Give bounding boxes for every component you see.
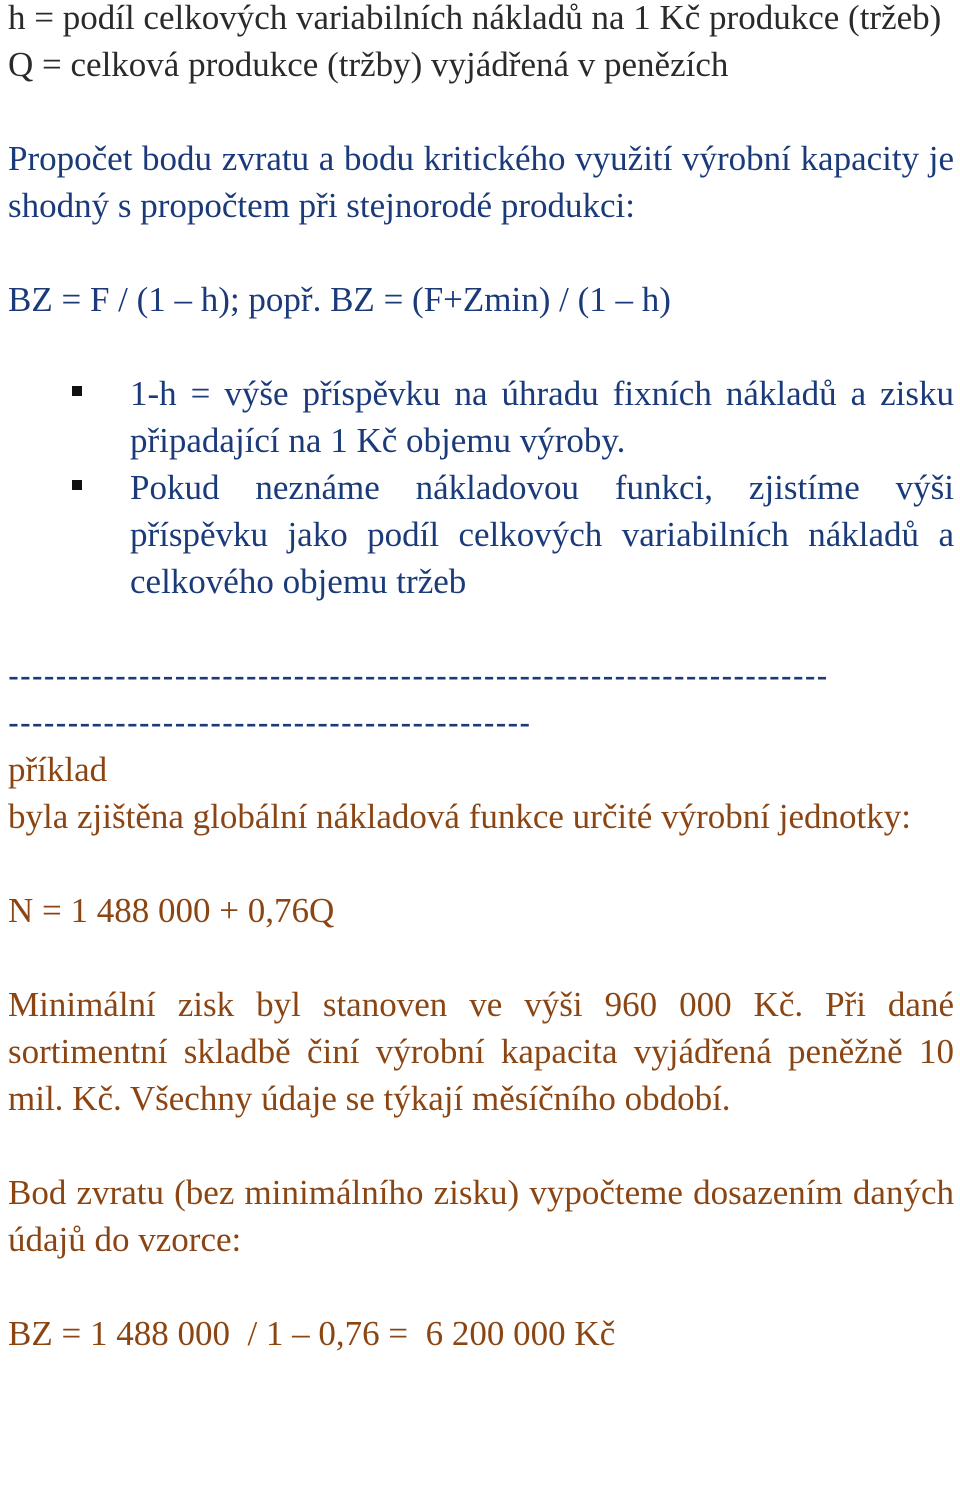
definition-q: Q = celková produkce (tržby) vyjádřená v penězích [8,45,729,84]
definition-h: h = podíl celkových variabilních nákladů na 1 Kč produkce (tržeb) [8,0,942,37]
spacer [8,934,954,981]
document-page [8,0,954,1357]
intro-paragraph: Propočet bodu zvratu a bodu kritického využití výrobní kapacity je shodný s propočtem při stejnorodé produkci: [8,139,954,225]
spacer [8,1122,954,1169]
breakeven-calculation: BZ = 1 488 000 / 1 – 0,76 = 6 200 000 Kč [8,1314,616,1353]
spacer [8,605,954,652]
square-bullet-icon [72,480,82,490]
spacer [8,323,954,370]
example-heading: příklad [8,750,108,789]
bullet-item [8,370,954,464]
breakeven-intro: Bod zvratu (bez minimálního zisku) vypočteme dosazením daných údajů do vzorce: [8,1173,954,1259]
square-bullet-icon [72,386,82,396]
separator-line: -------------------------------------------- [8,704,532,741]
breakeven-formula: BZ = F / (1 – h); popř. BZ = (F+Zmin) / (1 – h) [8,280,671,319]
separator-line: --------------------------------------------------------------------- [8,657,829,694]
spacer [8,229,954,276]
spacer [8,1263,954,1310]
spacer [8,88,954,135]
example-details: Minimální zisk byl stanoven ve výši 960 000 Kč. Při dané sortimentní skladbě činí výrobní kapacita vyjádřená peněžně 10 mil. Kč. Všechny údaje se týkají měsíčního období. [8,985,954,1118]
bullet-list [8,370,954,605]
cost-function: N = 1 488 000 + 0,76Q [8,891,335,930]
example-intro: byla zjištěna globální nákladová funkce určité výrobní jednotky: [8,797,911,836]
bullet-text: 1-h = výše příspěvku na úhradu fixních nákladů a zisku připadající na 1 Kč objemu výroby. [130,374,954,460]
bullet-item [8,464,954,605]
spacer [8,840,954,887]
bullet-text: Pokud neznáme nákladovou funkci, zjistíme výši příspěvku jako podíl celkových variabilních nákladů a celkového objemu tržeb [130,468,954,601]
